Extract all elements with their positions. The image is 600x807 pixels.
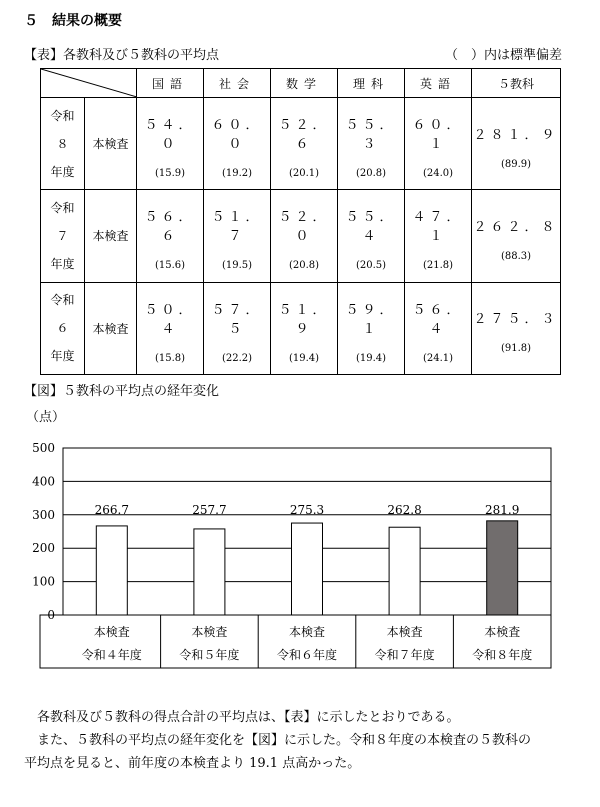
- paragraph-line: また、５教科の平均点の経年変化を【図】に示した。令和８年度の本検査の５教科の: [37, 733, 532, 748]
- category-label: 本検査: [386, 625, 423, 639]
- score-value: ２８１．９: [473, 127, 559, 143]
- score-cell: [137, 190, 204, 282]
- score-value: ５７．５: [211, 302, 263, 337]
- year-line: 令和: [50, 108, 75, 123]
- year-line: 令和: [50, 200, 75, 215]
- score-value: ６０．０: [211, 118, 263, 153]
- score-cell: [472, 190, 561, 282]
- y-tick-label: 400: [32, 474, 55, 489]
- score-value: ５５．３: [345, 118, 397, 153]
- year-line: ６: [56, 321, 69, 336]
- score-value: ２６２．８: [473, 219, 559, 235]
- year-line: ８: [56, 136, 69, 151]
- table-row: [41, 98, 561, 190]
- standard-deviation: (20.5): [355, 260, 387, 272]
- category-label: 本検査: [191, 625, 228, 639]
- standard-deviation: (19.2): [221, 168, 253, 180]
- table-row: [41, 190, 561, 282]
- score-cell: [405, 190, 472, 282]
- y-tick-label: 300: [32, 507, 55, 522]
- summary-paragraph: [24, 706, 584, 775]
- standard-deviation: (19.4): [288, 352, 320, 364]
- bar-value-label: 262.8: [387, 503, 422, 518]
- header-science: 理科: [338, 69, 405, 98]
- category-label: 令和８年度: [472, 648, 533, 662]
- bar-value-label: 257.7: [192, 503, 227, 518]
- header-five-subjects: ５教科: [472, 69, 561, 98]
- score-value: ５９．１: [345, 302, 397, 337]
- score-cell: [271, 190, 338, 282]
- category-label: 令和６年度: [276, 648, 338, 662]
- bar: [389, 527, 420, 615]
- category-label: 本検査: [93, 625, 130, 639]
- category-label: 令和７年度: [374, 648, 435, 662]
- score-value: ４７．１: [412, 210, 464, 245]
- table-note: （ ）内は標準偏差: [444, 48, 562, 63]
- score-value: ５２．６: [278, 118, 330, 153]
- score-cell: [137, 282, 204, 374]
- score-cell: [405, 282, 472, 374]
- standard-deviation: (19.4): [355, 352, 387, 364]
- standard-deviation: (91.8): [500, 343, 532, 355]
- y-tick-label: 100: [32, 574, 55, 589]
- score-value: ６０．１: [412, 118, 464, 153]
- year-line: 年度: [50, 349, 75, 364]
- standard-deviation: (20.1): [288, 168, 320, 180]
- score-cell: [405, 98, 472, 190]
- y-tick-label: 500: [32, 441, 55, 455]
- bar: [96, 526, 127, 615]
- standard-deviation: (24.1): [422, 352, 454, 364]
- standard-deviation: (24.0): [422, 168, 454, 180]
- score-cell: [204, 190, 271, 282]
- standard-deviation: (20.8): [288, 260, 320, 272]
- table-header-row: [41, 69, 561, 98]
- results-table: [40, 68, 561, 375]
- year-line: ７: [56, 228, 69, 243]
- bar-value-label: 281.9: [485, 503, 520, 518]
- standard-deviation: (21.8): [422, 260, 454, 272]
- category-label: 令和５年度: [179, 648, 240, 662]
- year-line: 年度: [50, 164, 75, 179]
- score-cell: [271, 98, 338, 190]
- bar: [194, 529, 225, 615]
- year-line: 令和: [50, 293, 75, 308]
- score-cell: [271, 282, 338, 374]
- exam-type-cell: 本検査: [85, 98, 137, 190]
- score-value: ５６．６: [144, 210, 196, 245]
- paragraph-line: 平均点を見ると、前年度の本検査より 19.1 点高かった。: [24, 756, 361, 771]
- standard-deviation: (20.8): [355, 168, 387, 180]
- standard-deviation: (15.8): [154, 352, 186, 364]
- standard-deviation: (19.5): [221, 260, 253, 272]
- year-cell: [41, 190, 85, 282]
- score-cell: [472, 98, 561, 190]
- year-cell: [41, 282, 85, 374]
- score-value: ５０．４: [144, 302, 196, 337]
- standard-deviation: (15.6): [154, 260, 186, 272]
- year-cell: [41, 98, 85, 190]
- diagonal-line: [41, 69, 137, 97]
- bar-value-label: 275.3: [289, 503, 325, 518]
- standard-deviation: (88.3): [500, 250, 532, 262]
- category-label: 本検査: [484, 625, 521, 639]
- category-label: 令和４年度: [81, 648, 142, 662]
- score-cell: [472, 282, 561, 374]
- bar-value-label: 266.7: [94, 503, 129, 518]
- y-tick-label: 0: [47, 608, 55, 622]
- standard-deviation: (22.2): [221, 352, 253, 364]
- exam-type-cell: 本検査: [85, 190, 137, 282]
- average-score-chart: [0, 436, 600, 670]
- header-japanese: 国語: [137, 69, 204, 98]
- score-cell: [338, 98, 405, 190]
- header-math: 数学: [271, 69, 338, 98]
- score-value: ２７５．３: [473, 312, 559, 328]
- figure-caption: 【図】５教科の平均点の経年変化: [24, 384, 220, 399]
- score-cell: [338, 190, 405, 282]
- header-social-studies: 社会: [204, 69, 271, 98]
- bar: [487, 521, 518, 615]
- bar: [292, 523, 323, 615]
- table-caption: 【表】各教科及び５教科の平均点: [24, 48, 220, 63]
- standard-deviation: (89.9): [500, 158, 532, 170]
- score-cell: [204, 282, 271, 374]
- header-english: 英語: [405, 69, 472, 98]
- score-cell: [338, 282, 405, 374]
- score-value: ５２．０: [278, 210, 330, 245]
- score-value: ５１．７: [211, 210, 263, 245]
- unit-label: （点）: [26, 410, 66, 425]
- score-cell: [137, 98, 204, 190]
- paragraph-line: 各教科及び５教科の得点合計の平均点は、【表】に示したとおりである。: [37, 710, 460, 725]
- exam-type-cell: 本検査: [85, 282, 137, 374]
- score-value: ５５．４: [345, 210, 397, 245]
- table-corner-cell: [41, 69, 137, 98]
- year-line: 年度: [50, 256, 75, 271]
- section-heading: ５ 結果の概要: [24, 13, 122, 29]
- score-value: ５４．０: [144, 118, 196, 153]
- standard-deviation: (15.9): [154, 168, 186, 180]
- category-label: 本検査: [288, 625, 326, 639]
- table-row: [41, 282, 561, 374]
- score-cell: [204, 98, 271, 190]
- score-value: ５６．４: [412, 302, 464, 337]
- score-value: ５１．９: [278, 302, 330, 337]
- y-tick-label: 200: [32, 541, 55, 556]
